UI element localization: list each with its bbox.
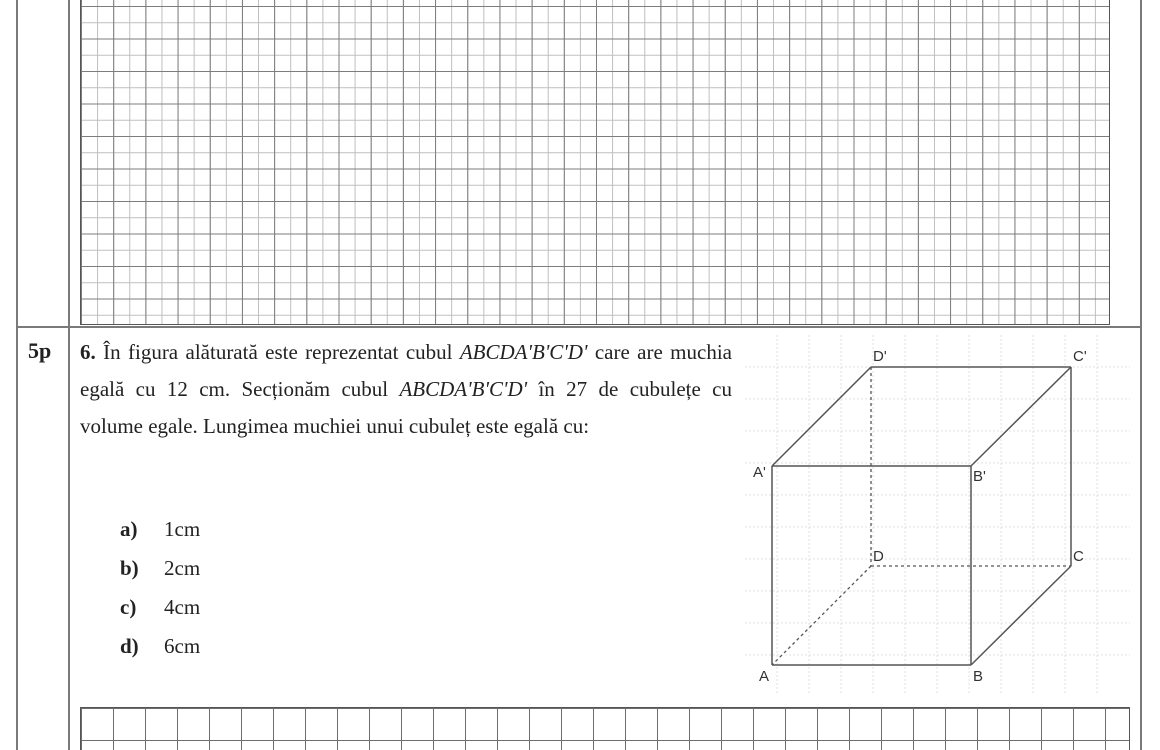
vertex-label-b: B [973,668,984,685]
option-b[interactable] [120,549,200,588]
cube-figure [745,335,1130,695]
option-c[interactable] [120,588,200,627]
vertex-label-b-prime: B' [973,468,986,485]
vertex-label-a: A [759,668,770,685]
question-text-after: în 27 de cubulețe cu volume egale. Lungimea muchiei unui cubuleț este egală cu: [80,377,733,438]
table-left-border [16,0,18,750]
answer-options [120,510,200,666]
vertex-label-a-prime: A' [753,464,766,481]
table-right-border [1140,0,1142,750]
question-text-before: În figura alăturată este reprezentat cubul [95,340,460,364]
grid-minor-lines [81,0,1109,324]
row-divider [16,326,1142,328]
option-value: 4cm [164,595,201,619]
option-label: a) [120,517,138,541]
option-a[interactable] [120,510,200,549]
points-label: 5p [28,338,52,363]
option-label: c) [120,595,137,619]
option-label: d) [120,634,139,658]
cube-name: ABCDA'B'C'D' [399,377,528,401]
figure-background-grid [745,335,1130,695]
option-value: 2cm [164,556,201,580]
option-value: 6cm [164,634,201,658]
question-text [80,334,732,445]
option-label: b) [120,556,139,580]
cube-name: ABCDA'B'C'D' [459,340,588,364]
answer-grid-bottom[interactable] [80,707,1130,750]
option-value: 1cm [164,517,201,541]
option-d[interactable] [120,627,200,666]
question-number: 6. [80,340,96,364]
cube-visible-edges [772,367,1071,665]
vertex-label-c-prime: C' [1073,348,1087,365]
answer-grid-top[interactable] [80,0,1110,325]
vertex-label-d: D [873,548,884,565]
vertex-label-c: C [1073,548,1084,565]
question-text-middle: care are muchia egală cu 12 cm. Secționăm cubul [80,340,732,401]
vertex-label-d-prime: D' [873,348,887,365]
table-column-divider [68,0,70,750]
